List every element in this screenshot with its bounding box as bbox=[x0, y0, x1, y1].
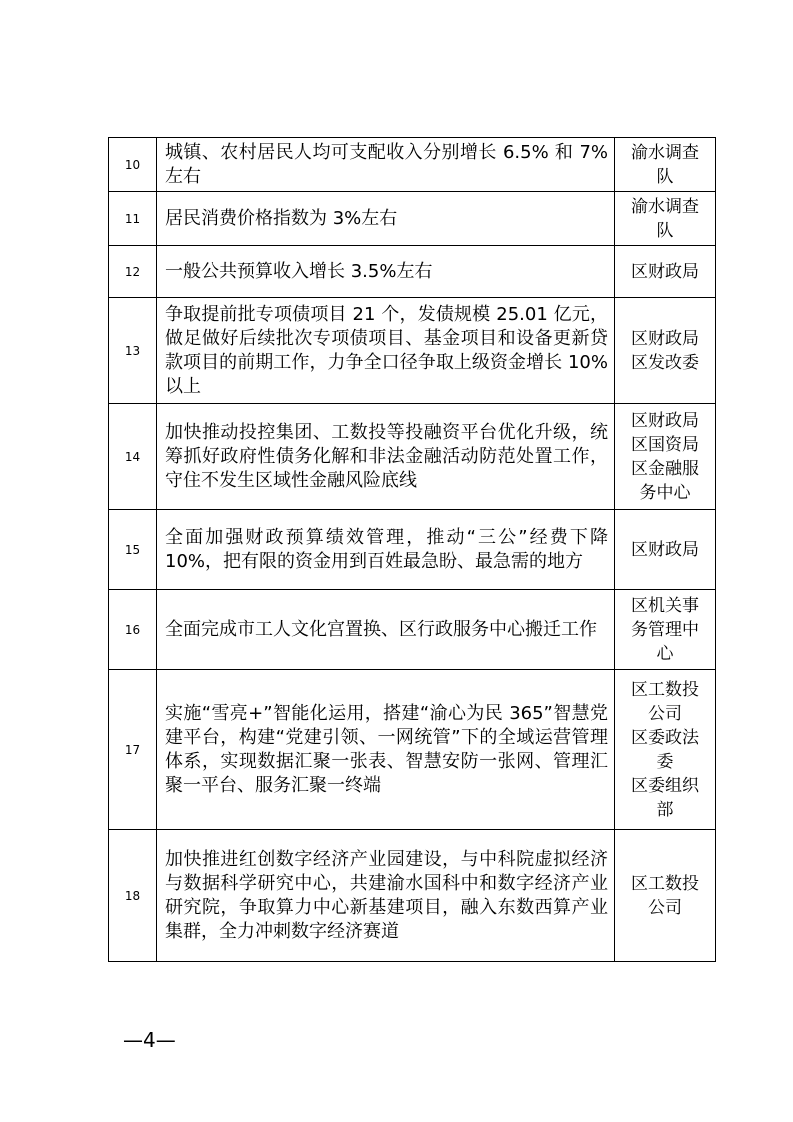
row-number: 18 bbox=[109, 830, 157, 962]
table-row bbox=[109, 830, 716, 962]
row-number: 14 bbox=[109, 404, 157, 510]
unit-line: 队 bbox=[656, 220, 674, 241]
unit-line: 心 bbox=[656, 643, 674, 664]
unit-line: 区发改委 bbox=[631, 352, 699, 373]
task-content: 一般公共预算收入增长 3.5%左右 bbox=[157, 246, 615, 298]
unit-line: 公司 bbox=[648, 897, 682, 918]
unit-line: 区机关事 bbox=[631, 595, 699, 616]
unit-line: 委 bbox=[656, 751, 674, 772]
unit-line: 区委政法 bbox=[631, 727, 699, 748]
unit-line: 区财政局 bbox=[631, 410, 699, 431]
table-row bbox=[109, 670, 716, 830]
table-row bbox=[109, 192, 716, 246]
responsible-unit bbox=[615, 404, 716, 510]
responsible-unit bbox=[615, 670, 716, 830]
responsible-unit bbox=[615, 138, 716, 192]
table-row bbox=[109, 138, 716, 192]
task-content: 城镇、农村居民人均可支配收入分别增长 6.5% 和 7%左右 bbox=[157, 138, 615, 192]
task-content: 实施“雪亮+”智能化运用，搭建“渝心为民 365”智慧党建平台，构建“党建引领、一网统管”下的全域运营管理体系，实现数据汇聚一张表、智慧安防一张网、管理汇聚一平台、服务汇聚一终端 bbox=[157, 670, 615, 830]
unit-line: 区工数投 bbox=[631, 873, 699, 894]
task-content: 加快推进红创数字经济产业园建设，与中科院虚拟经济与数据科学研究中心，共建渝水国科中和数字经济产业研究院，争取算力中心新基建项目，融入东数西算产业集群，全力冲刺数字经济赛道 bbox=[157, 830, 615, 962]
responsible-unit bbox=[615, 510, 716, 590]
task-content: 全面加强财政预算绩效管理，推动“三公”经费下降 10%，把有限的资金用到百姓最急盼、最急需的地方 bbox=[157, 510, 615, 590]
unit-line: 务中心 bbox=[639, 482, 691, 503]
table-row bbox=[109, 510, 716, 590]
row-number: 13 bbox=[109, 298, 157, 404]
row-number: 10 bbox=[109, 138, 157, 192]
row-number: 12 bbox=[109, 246, 157, 298]
table-row bbox=[109, 404, 716, 510]
unit-line: 区金融服 bbox=[631, 458, 699, 479]
unit-line: 渝水调查 bbox=[631, 196, 699, 217]
unit-line: 区委组织 bbox=[631, 775, 699, 796]
task-table bbox=[108, 137, 716, 962]
task-table-body bbox=[109, 138, 716, 962]
task-content: 全面完成市工人文化宫置换、区行政服务中心搬迁工作 bbox=[157, 590, 615, 670]
table-row bbox=[109, 246, 716, 298]
task-content: 争取提前批专项债项目 21 个，发债规模 25.01 亿元，做足做好后续批次专项债项目、基金项目和设备更新贷款项目的前期工作，力争全口径争取上级资金增长 10%以上 bbox=[157, 298, 615, 404]
unit-line: 公司 bbox=[648, 703, 682, 724]
row-number: 15 bbox=[109, 510, 157, 590]
responsible-unit bbox=[615, 192, 716, 246]
responsible-unit bbox=[615, 246, 716, 298]
row-number: 11 bbox=[109, 192, 157, 246]
unit-line: 区财政局 bbox=[631, 539, 699, 560]
table-row bbox=[109, 298, 716, 404]
responsible-unit bbox=[615, 830, 716, 962]
task-content: 居民消费价格指数为 3%左右 bbox=[157, 192, 615, 246]
responsible-unit bbox=[615, 298, 716, 404]
unit-line: 部 bbox=[656, 799, 674, 820]
task-content: 加快推动投控集团、工数投等投融资平台优化升级，统筹抓好政府性债务化解和非法金融活动防范处置工作，守住不发生区域性金融风险底线 bbox=[157, 404, 615, 510]
row-number: 16 bbox=[109, 590, 157, 670]
table-row bbox=[109, 590, 716, 670]
unit-line: 队 bbox=[656, 166, 674, 187]
page-number: —4— bbox=[123, 1028, 176, 1052]
unit-line: 区国资局 bbox=[631, 434, 699, 455]
unit-line: 区财政局 bbox=[631, 328, 699, 349]
unit-line: 务管理中 bbox=[631, 619, 699, 640]
responsible-unit bbox=[615, 590, 716, 670]
unit-line: 区工数投 bbox=[631, 679, 699, 700]
row-number: 17 bbox=[109, 670, 157, 830]
unit-line: 区财政局 bbox=[631, 261, 699, 282]
unit-line: 渝水调查 bbox=[631, 142, 699, 163]
